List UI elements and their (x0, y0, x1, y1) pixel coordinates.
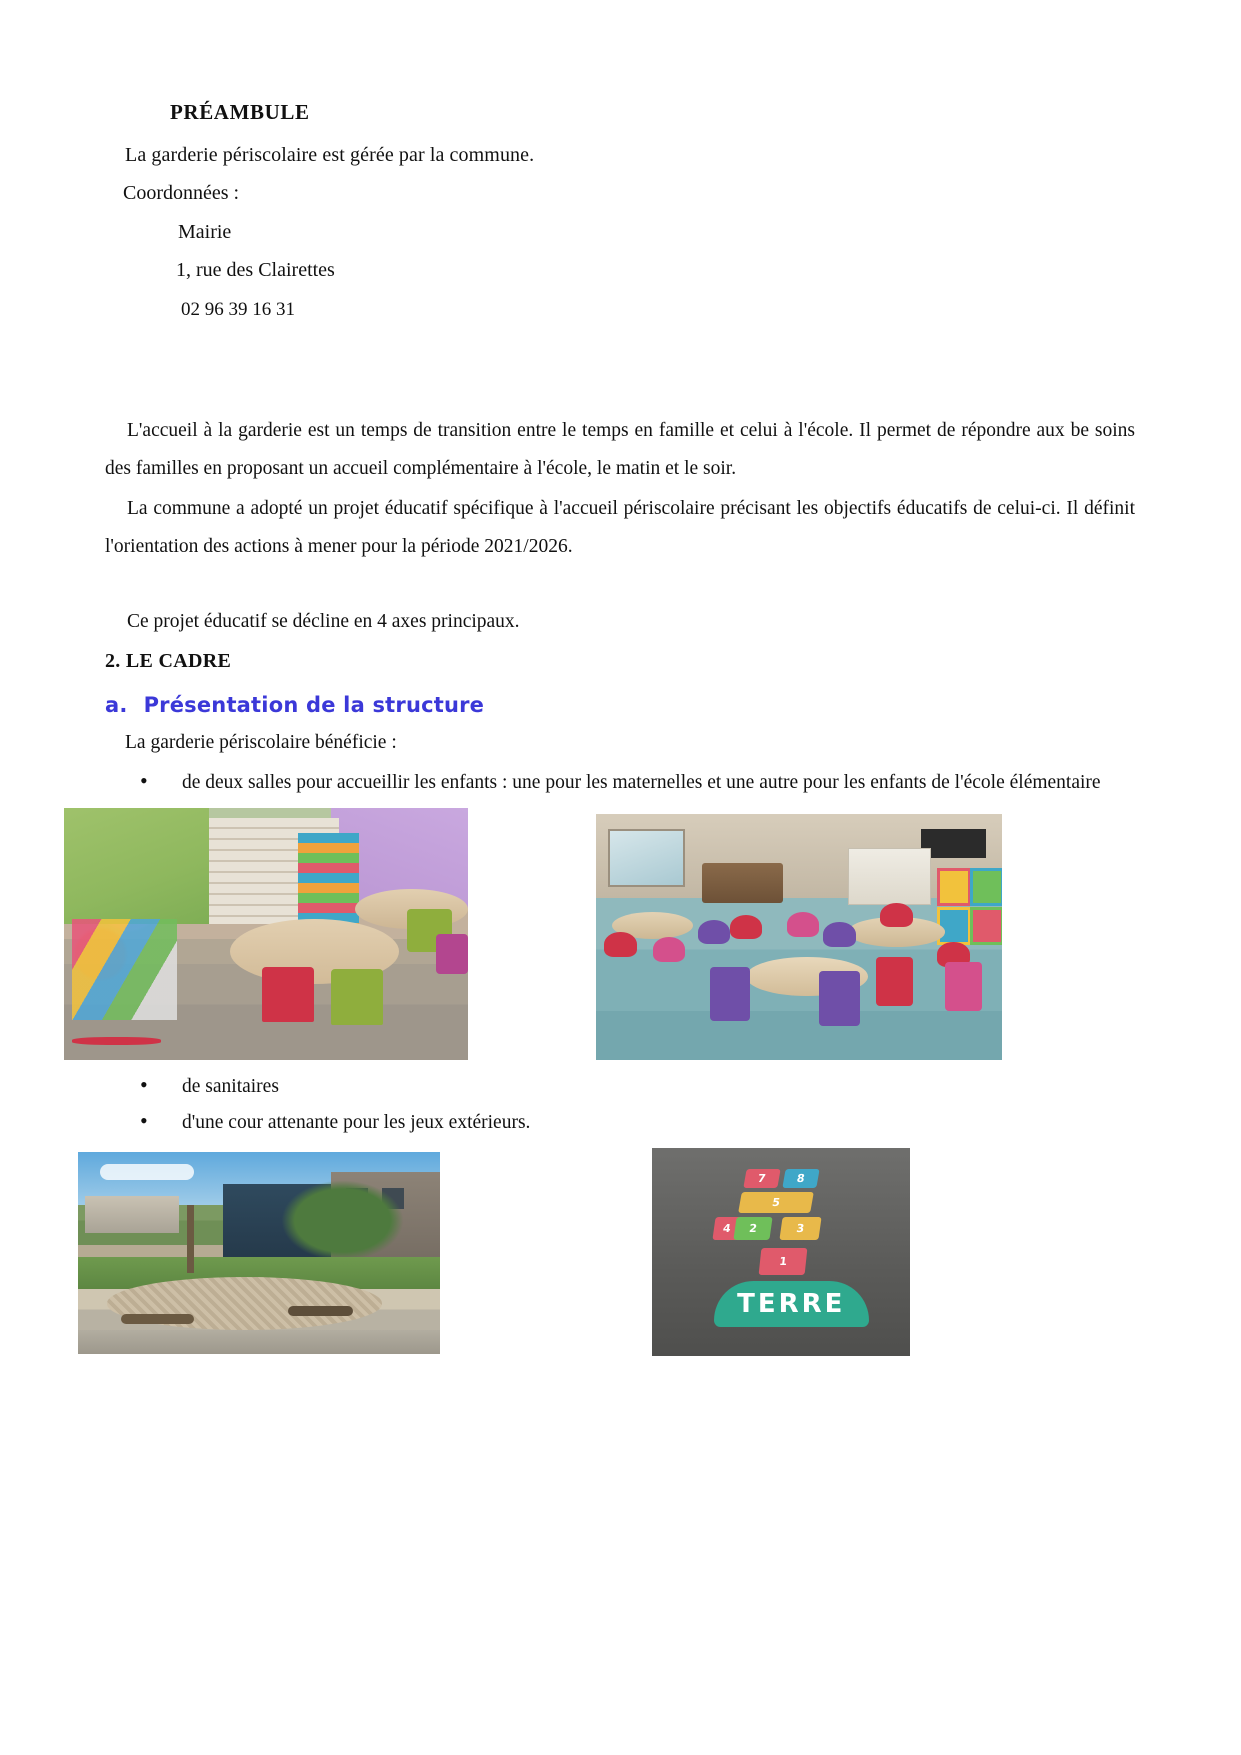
photo-salle-elementaire (596, 814, 1002, 1060)
chair (876, 957, 913, 1006)
subsection-title: Présentation de la structure (143, 693, 485, 717)
preamble-title: PRÉAMBULE (170, 100, 310, 124)
toy-area (72, 919, 177, 1020)
wall-artwork (970, 907, 1002, 945)
paragraph-text: La commune a adopté un projet éducatif spécifique à l'accueil périscolaire précisant les objectifs éducatifs de celui-ci. Il définit l'orientation des actions à mener pour la période 2021/2026. (105, 497, 1135, 557)
subsection-heading-presentation-structure (105, 693, 484, 717)
list-item (140, 1110, 530, 1134)
photo-salle-maternelle (64, 808, 468, 1060)
chair (945, 962, 982, 1011)
bullet-icon (140, 1074, 182, 1098)
list-item-label: de sanitaires (182, 1076, 279, 1097)
red-chair (262, 967, 315, 1022)
stool (730, 915, 762, 940)
chair (819, 971, 860, 1025)
intro-line: La garderie périscolaire est gérée par la commune. (125, 144, 535, 166)
log (121, 1314, 193, 1324)
list-item-label: de deux salles pour accueillir les enfants : une pour les maternelles et une autre pour les enfants de l'école élémentaire (182, 772, 1101, 793)
hopscotch-cell: 7 (743, 1169, 780, 1188)
tree-canopy (281, 1180, 404, 1261)
cabinet (848, 848, 931, 904)
address-phone: 02 96 39 16 31 (181, 299, 295, 320)
paragraph-projet-educatif (105, 490, 1135, 566)
paragraph-text: L'accueil à la garderie est un temps de transition entre le temps en famille et celui à l'école. Il permet de répondre aux be soins des familles en proposant un accueil complémentaire à l'école, le matin et le soir. (105, 419, 1135, 479)
tree-trunk (187, 1205, 194, 1274)
pavement (78, 1330, 440, 1354)
bullet-icon (140, 1110, 182, 1134)
stool (880, 903, 912, 928)
stool (823, 922, 855, 947)
hopscotch-cell: 3 (779, 1217, 821, 1240)
window (608, 829, 685, 887)
hopscotch-cell: 4 (712, 1217, 741, 1240)
hopscotch-cell: 8 (782, 1169, 819, 1188)
stool (604, 932, 636, 957)
wall-artwork (937, 868, 971, 906)
chair (710, 967, 751, 1021)
pink-chair (436, 934, 468, 974)
list-item-label: d'une cour attenante pour les jeux extérieurs. (182, 1112, 531, 1133)
green-chair (331, 969, 384, 1024)
address-street: 1, rue des Clairettes (176, 259, 335, 281)
list-item (140, 770, 1140, 794)
paragraph-axes (105, 603, 1135, 641)
paragraph-accueil (105, 412, 1135, 488)
cloud (100, 1164, 194, 1180)
photo-marelle (652, 1148, 910, 1356)
section-heading-le-cadre: 2. LE CADRE (105, 650, 232, 672)
wall-artwork (970, 868, 1002, 906)
log (288, 1306, 353, 1316)
green-wall (64, 808, 209, 924)
foosball-table (702, 863, 783, 902)
photo-cour-exterieure (78, 1152, 440, 1354)
address-name: Mairie (178, 221, 232, 243)
list-item (140, 1074, 279, 1098)
stool (787, 912, 819, 937)
stool (698, 920, 730, 945)
hopscotch-cell: 1 (759, 1248, 808, 1275)
paragraph-text: Ce projet éducatif se décline en 4 axes principaux. (127, 610, 520, 632)
floor-marking (72, 1037, 161, 1045)
storage-cubbies (298, 833, 359, 924)
coordinates-label: Coordonnées : (123, 182, 240, 204)
hopscotch-grid (652, 1148, 910, 1356)
subsection-letter: a. (105, 693, 128, 717)
stool (653, 937, 685, 962)
lead-in-text: La garderie périscolaire bénéficie : (125, 732, 397, 753)
house-left (85, 1196, 179, 1232)
hopscotch-cell: 2 (733, 1217, 772, 1240)
hopscotch-cell: 5 (738, 1192, 814, 1213)
bullet-icon (140, 770, 182, 794)
hopscotch-base-label: TERRE (714, 1281, 869, 1327)
